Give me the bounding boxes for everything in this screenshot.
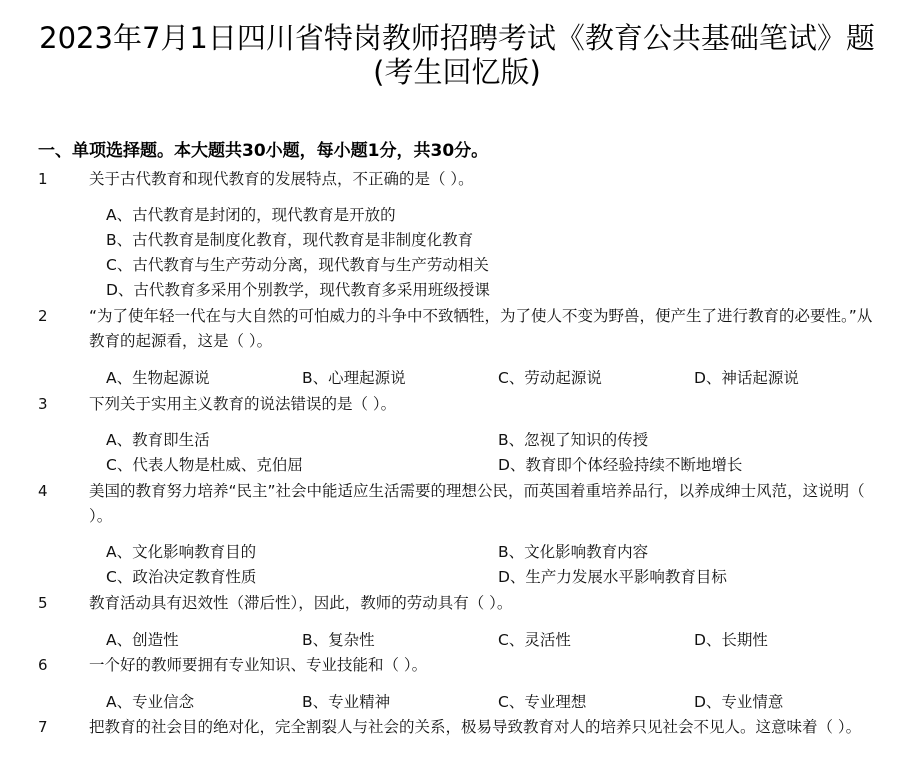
option-b: B、专业精神 bbox=[302, 693, 391, 711]
option-d: D、神话起源说 bbox=[694, 369, 799, 387]
option-a: A、教育即生活 bbox=[106, 431, 210, 449]
option-d: D、教育即个体经验持续不断地增长 bbox=[498, 456, 743, 474]
doc-title-line2: (考生回忆版) bbox=[373, 55, 541, 89]
option-b: B、心理起源说 bbox=[302, 369, 406, 387]
option-b: B、文化影响教育内容 bbox=[498, 543, 649, 561]
option-a: A、创造性 bbox=[106, 631, 179, 649]
option-b: B、复杂性 bbox=[302, 631, 375, 649]
option-b: B、古代教育是制度化教育，现代教育是非制度化教育 bbox=[106, 231, 474, 249]
option-a: A、生物起源说 bbox=[106, 369, 210, 387]
option-c: C、代表人物是杜威、克伯屈 bbox=[106, 456, 303, 474]
option-d: D、生产力发展水平影响教育目标 bbox=[498, 568, 727, 586]
question-number: 6 bbox=[38, 656, 48, 674]
option-c: C、专业理想 bbox=[498, 693, 587, 711]
option-b: B、忽视了知识的传授 bbox=[498, 431, 649, 449]
question-text: 美国的教育努力培养“民主”社会中能适应生活需要的理想公民，而英国着重培养品行，以养成绅士风范，这说明（ ）。 bbox=[89, 482, 865, 525]
option-d: D、长期性 bbox=[694, 631, 768, 649]
question-text: 关于古代教育和现代教育的发展特点，不正确的是（ ）。 bbox=[89, 170, 474, 188]
option-c: C、古代教育与生产劳动分离，现代教育与生产劳动相关 bbox=[106, 256, 489, 274]
question-text: 下列关于实用主义教育的说法错误的是（ ）。 bbox=[89, 395, 397, 413]
option-c: C、劳动起源说 bbox=[498, 369, 602, 387]
question-text: 教育活动具有迟效性（滞后性），因此，教师的劳动具有（ ）。 bbox=[89, 594, 513, 612]
option-c: C、灵活性 bbox=[498, 631, 571, 649]
option-a: A、文化影响教育目的 bbox=[106, 543, 257, 561]
option-d: D、古代教育多采用个别教学，现代教育多采用班级授课 bbox=[106, 281, 490, 299]
doc-title-line1: 2023年7月1日四川省特岗教师招聘考试《教育公共基础笔试》题 bbox=[39, 21, 875, 55]
question-number: 2 bbox=[38, 307, 48, 325]
section-heading: 一、单项选择题。本大题共30小题，每小题1分，共30分。 bbox=[38, 141, 489, 161]
option-a: A、古代教育是封闭的，现代教育是开放的 bbox=[106, 206, 396, 224]
option-a: A、专业信念 bbox=[106, 693, 195, 711]
question-number: 5 bbox=[38, 594, 48, 612]
question-number: 4 bbox=[38, 482, 48, 500]
question-number: 3 bbox=[38, 395, 48, 413]
option-c: C、政治决定教育性质 bbox=[106, 568, 257, 586]
question-text: 把教育的社会目的绝对化，完全割裂人与社会的关系，极易导致教育对人的培养只见社会不见人。这意味着（ ）。 bbox=[89, 718, 862, 736]
question-text: “为了使年轻一代在与大自然的可怕威力的斗争中不致牺牲，为了使人不变为野兽，便产生了进行教育的必要性。”从教育的起源看，这是（ ）。 bbox=[89, 307, 873, 350]
option-d: D、专业情意 bbox=[694, 693, 784, 711]
question-number: 7 bbox=[38, 718, 48, 736]
question-text: 一个好的教师要拥有专业知识、专业技能和（ ）。 bbox=[89, 656, 428, 674]
question-number: 1 bbox=[38, 170, 48, 188]
